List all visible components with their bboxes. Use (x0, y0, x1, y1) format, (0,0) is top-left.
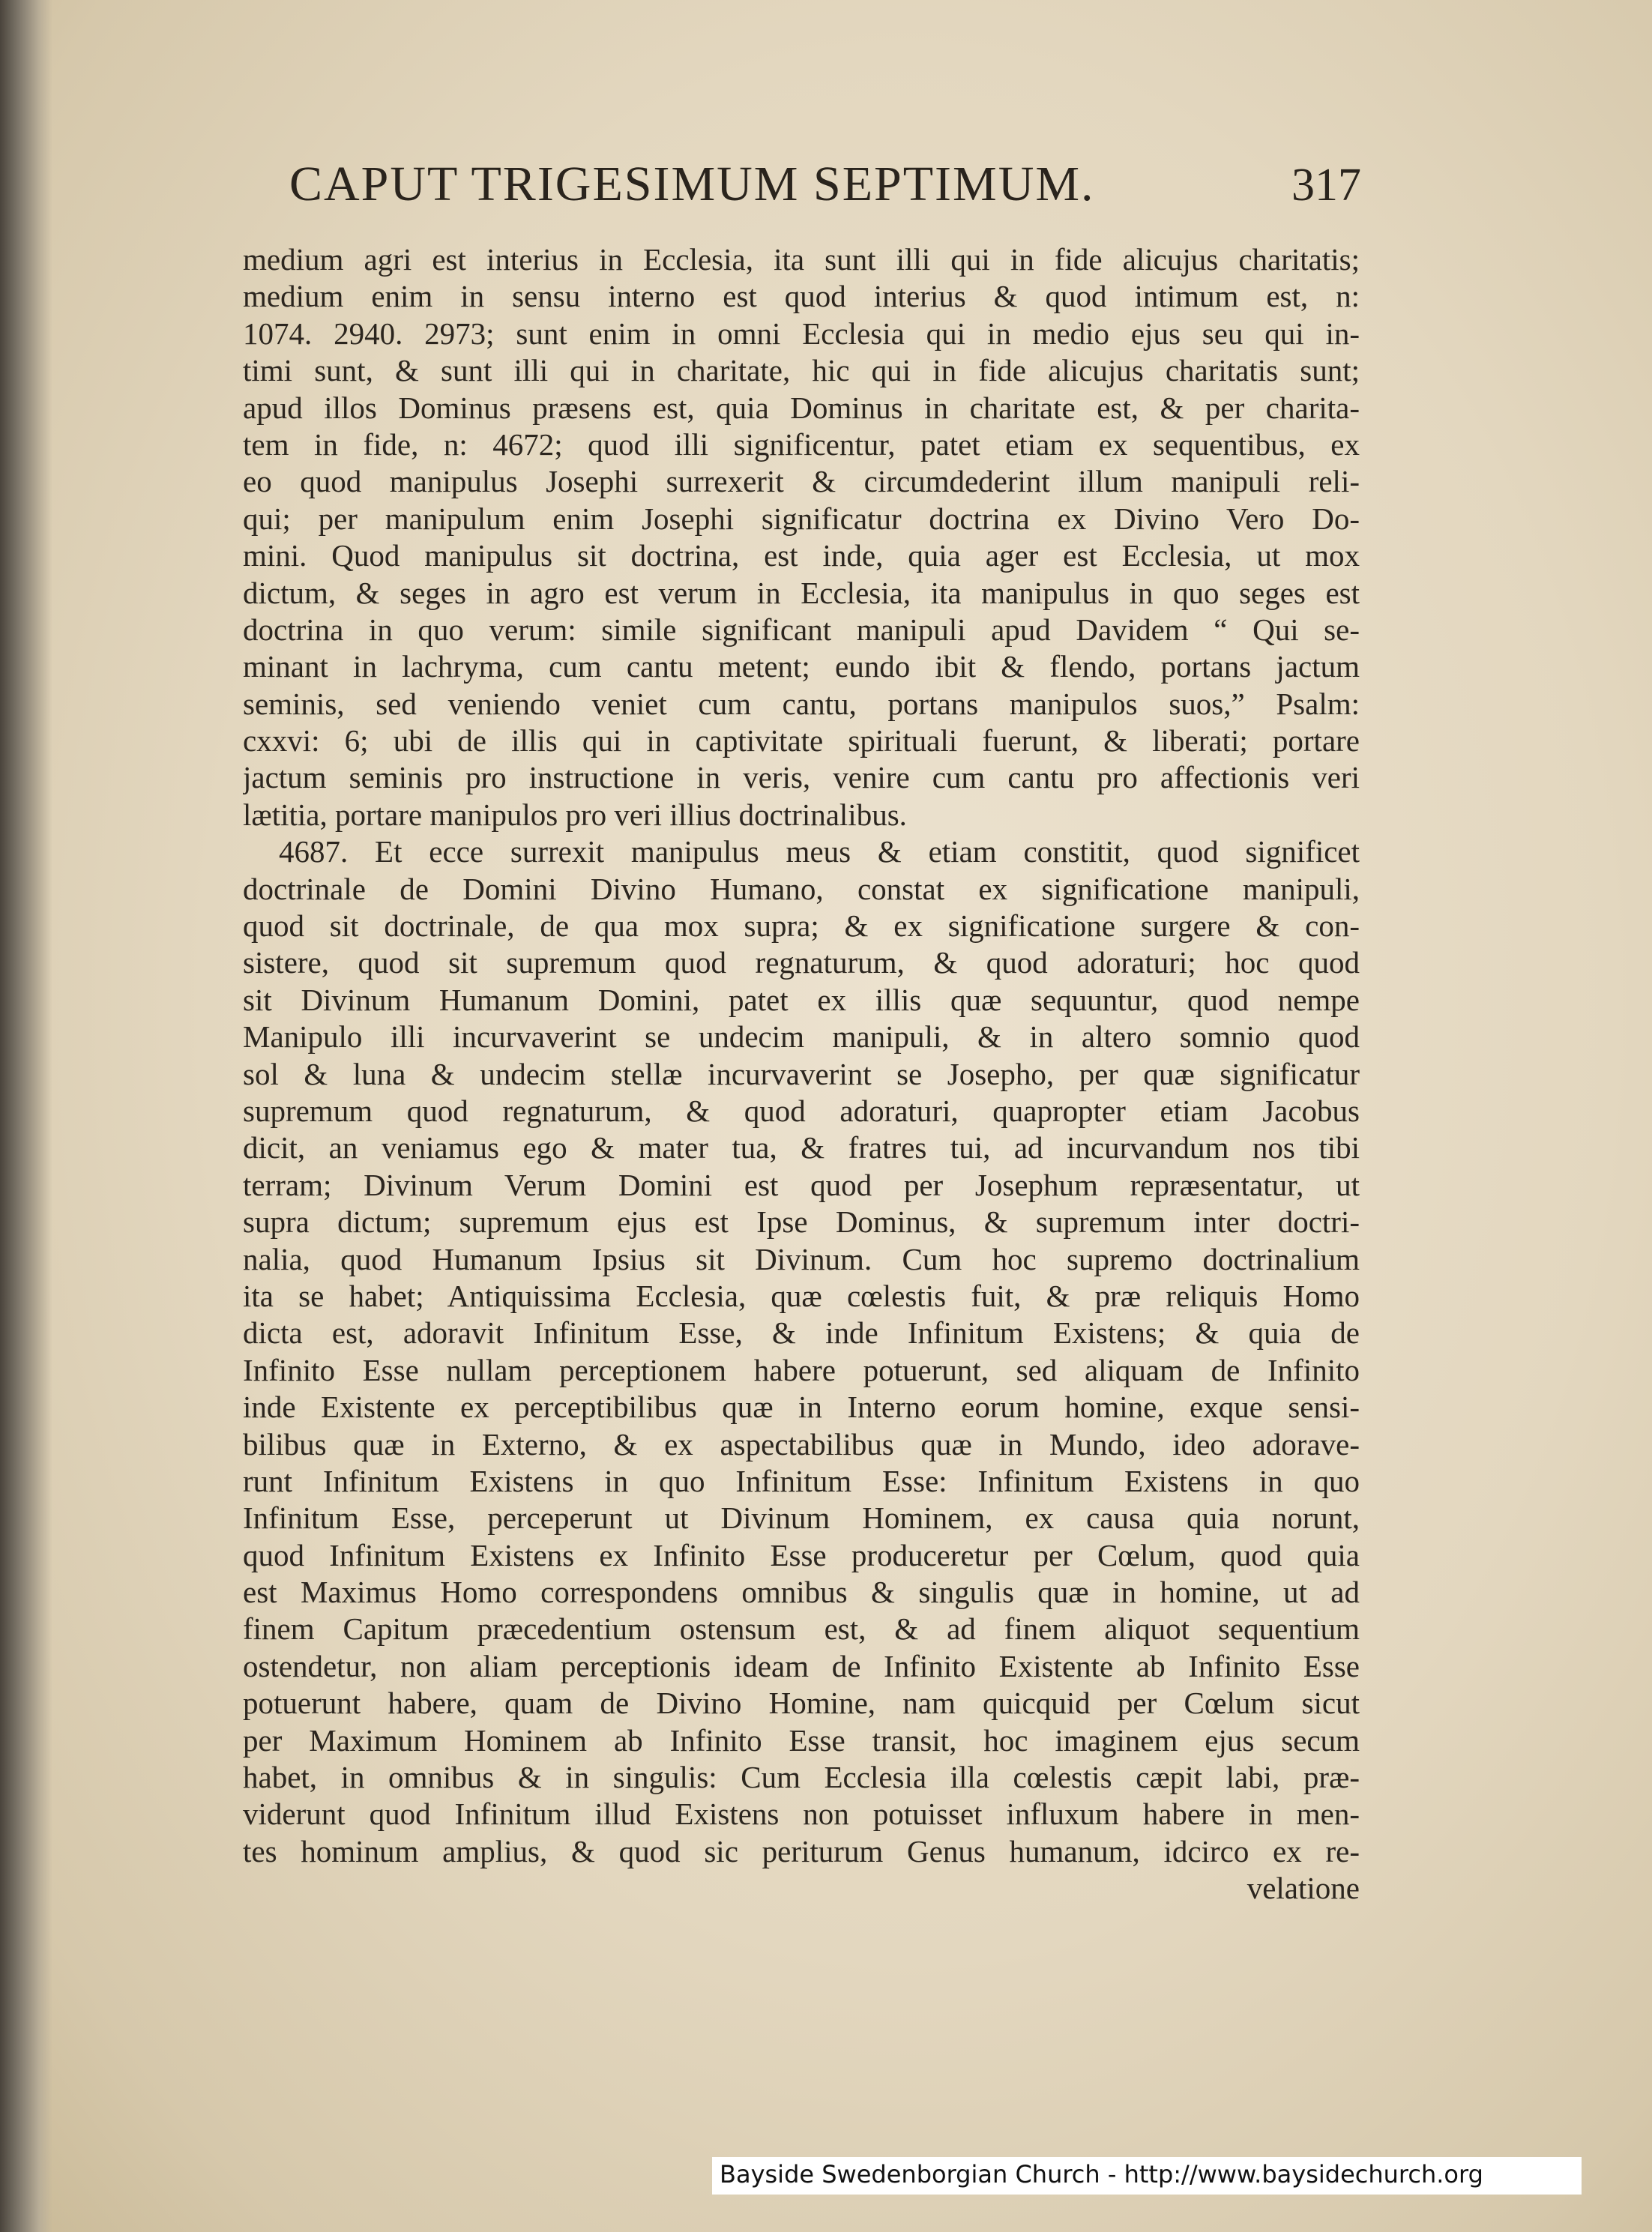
binding-shadow (0, 0, 52, 2232)
text-line: medium agri est interius in Ecclesia, ita sunt illi qui in fide alicujus charitatis; (243, 242, 1360, 277)
text-line: bilibus quæ in Externo, & ex aspectabilibus quæ in Mundo, ideo adorave- (243, 1426, 1360, 1462)
text-line: inde Existente ex perceptibilibus quæ in Interno eorum homine, exque sensi- (243, 1390, 1360, 1425)
running-head: CAPUT TRIGESIMUM SEPTIMUM. (289, 157, 1095, 211)
text-line: minant in lachryma, cum cantu metent; eundo ibit & flendo, portans jactum (243, 649, 1360, 684)
text-line: doctrina in quo verum: simile significant manipuli apud Davidem “ Qui se- (243, 612, 1360, 647)
text-line: mini. Quod manipulus sit doctrina, est inde, quia ager est Ecclesia, ut mox (243, 538, 1360, 573)
text-line: medium enim in sensu interno est quod interius & quod intimum est, n: (243, 279, 1360, 314)
text-line: sistere, quod sit supremum quod regnaturum, & quod adoraturi; hoc quod (243, 945, 1360, 980)
text-line: per Maximum Hominem ab Infinito Esse transit, hoc imaginem ejus secum (243, 1722, 1360, 1758)
text-line: finem Capitum præcedentium ostensum est, & ad finem aliquot sequentium (243, 1611, 1360, 1647)
text-line: sol & luna & undecim stellæ incurvaverint se Josepho, per quæ significatur (243, 1056, 1360, 1091)
text-line: timi sunt, & sunt illi qui in charitate, hic qui in fide alicujus charitatis sunt; (243, 353, 1360, 388)
text-line: supra dictum; supremum ejus est Ipse Dominus, & supremum inter doctri- (243, 1204, 1360, 1240)
text-line: tem in fide, n: 4672; quod illi significentur, patet etiam ex sequentibus, ex (243, 426, 1360, 462)
paragraph-end-line: lætitia, portare manipulos pro veri illius doctrinalibus. (243, 797, 907, 832)
text-line: doctrinale de Domini Divino Humano, constat ex significatione manipuli, (243, 871, 1360, 906)
text-line: runt Infinitum Existens in quo Infinitum Esse: Infinitum Existens in quo (243, 1463, 1360, 1498)
text-line: cxxvi: 6; ubi de illis qui in captivitate spirituali fuerunt, & liberati; portare (243, 723, 1360, 758)
footer-credit: Bayside Swedenborgian Church - http://www.baysidechurch.org (720, 2160, 1483, 2189)
text-line: ostendetur, non aliam perceptionis ideam de Infinito Existente ab Infinito Esse (243, 1648, 1360, 1683)
text-line: terram; Divinum Verum Domini est quod per Josephum repræsentatur, ut (243, 1167, 1360, 1202)
text-line: tes hominum amplius, & quod sic periturum Genus humanum, idcirco ex re- (243, 1833, 1360, 1868)
text-line: Manipulo illi incurvaverint se undecim manipuli, & in altero somnio quod (243, 1019, 1360, 1055)
text-line: quod sit doctrinale, de qua mox supra; & ex significatione surgere & con- (243, 908, 1360, 944)
text-line: dictum, & seges in agro est verum in Ecclesia, ita manipulus in quo seges est (243, 575, 1360, 610)
text-line: Infinitum Esse, perceperunt ut Divinum Hominem, ex causa quia norunt, (243, 1500, 1360, 1536)
text-line: seminis, sed veniendo veniet cum cantu, portans manipulos suos,” Psalm: (243, 686, 1360, 721)
text-line: dicta est, adoravit Infinitum Esse, & inde Infinitum Existens; & quia de (243, 1315, 1360, 1351)
text-line: jactum seminis pro instructione in veris, venire cum cantu pro affectionis veri (243, 760, 1360, 795)
text-line: habet, in omnibus & in singulis: Cum Ecclesia illa cœlestis cæpit labi, præ- (243, 1760, 1360, 1795)
text-line: eo quod manipulus Josephi surrexerit & circumdederint illum manipuli reli- (243, 464, 1360, 499)
page-number: 317 (1291, 160, 1361, 211)
paragraph-start-line: 4687. Et ecce surrexit manipulus meus & etiam constitit, quod significet (279, 834, 1360, 869)
body-text (243, 241, 1360, 1907)
text-line: potuerunt habere, quam de Divino Homine, nam quicquid per Cœlum sicut (243, 1686, 1360, 1721)
text-line: nalia, quod Humanum Ipsius sit Divinum. Cum hoc supremo doctrinalium (243, 1241, 1360, 1276)
text-line: qui; per manipulum enim Josephi significatur doctrina ex Divino Vero Do- (243, 501, 1360, 536)
text-line: dicit, an veniamus ego & mater tua, & fratres tui, ad incurvandum nos tibi (243, 1130, 1360, 1165)
text-line: ita se habet; Antiquissima Ecclesia, quæ cœlestis fuit, & præ reliquis Homo (243, 1278, 1360, 1313)
text-line: sit Divinum Humanum Domini, patet ex illis quæ sequuntur, quod nempe (243, 982, 1360, 1017)
footer-banner (712, 2157, 1582, 2195)
text-line: Infinito Esse nullam perceptionem habere potuerunt, sed aliquam de Infinito (243, 1352, 1360, 1387)
text-line: supremum quod regnaturum, & quod adoraturi, quapropter etiam Jacobus (243, 1093, 1360, 1128)
text-line: 1074. 2940. 2973; sunt enim in omni Ecclesia qui in medio ejus seu qui in- (243, 316, 1360, 351)
text-line: apud illos Dominus præsens est, quia Dominus in charitate est, & per charita- (243, 390, 1360, 425)
text-line: quod Infinitum Existens ex Infinito Esse produceretur per Cœlum, quod quia (243, 1537, 1360, 1572)
text-line: viderunt quod Infinitum illud Existens non potuisset influxum habere in men- (243, 1797, 1360, 1832)
catchword: velatione (1246, 1871, 1360, 1906)
text-line: est Maximus Homo correspondens omnibus & singulis quæ in homine, ut ad (243, 1575, 1360, 1610)
page-header (289, 156, 1361, 223)
